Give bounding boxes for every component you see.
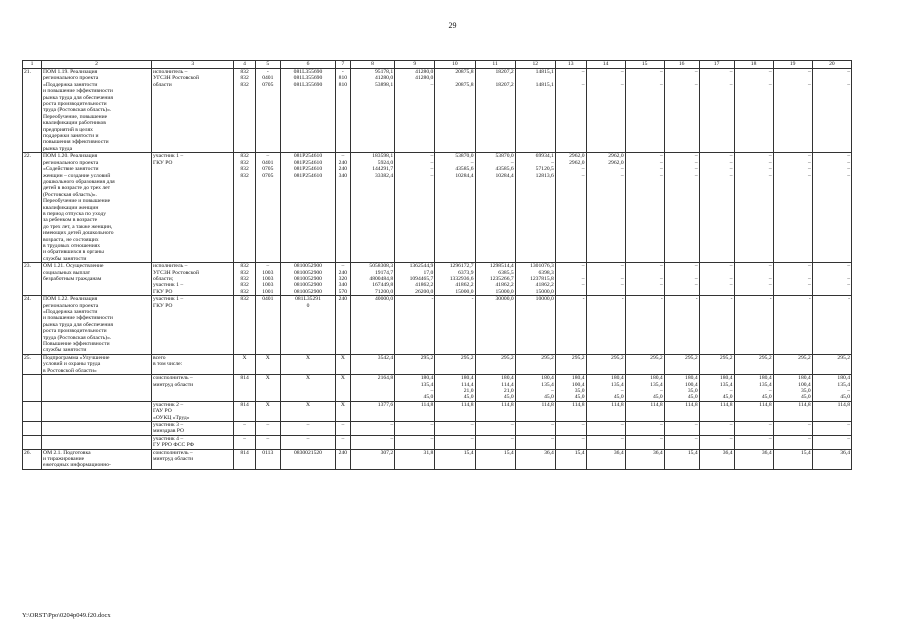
table-row — [23, 449, 852, 469]
table-cell: 53870,0 – 43585,6 10284,4 — [475, 153, 515, 263]
table-cell: 114,8 — [734, 401, 773, 421]
table-cell: – – — [699, 69, 734, 153]
table-cell: 814 — [234, 375, 255, 402]
table-cell: – – — [812, 69, 851, 153]
table-cell: – — [625, 421, 664, 435]
table-cell — [23, 435, 42, 449]
table-cell: 180,4 114,4 21,0 45,0 — [475, 375, 515, 402]
table-cell: – – — [734, 69, 773, 153]
header-cell: 15 — [625, 61, 664, 69]
table-cell: – – – – — [699, 153, 734, 263]
table-cell: ПОМ 1.22. Реализация регионального проекта «Поддержка занятости и повышение эффективности рынка труда для обеспечения роста производительности труда (Ростовская область)». Повышение эффективности службы занятости — [42, 296, 152, 355]
header-cell: 4 — [234, 61, 255, 69]
table-cell: участник 3 – минздрав РО — [152, 421, 234, 435]
header-cell: 14 — [586, 61, 625, 69]
table-cell: – — [475, 435, 515, 449]
table-cell — [42, 435, 152, 449]
table-cell: 15,4 — [664, 449, 699, 469]
table-cell: – — [475, 421, 515, 435]
table-cell: – — [773, 435, 812, 449]
table-cell: – — [734, 421, 773, 435]
table-cell: 23. — [23, 263, 42, 296]
table-cell: – – — [664, 69, 699, 153]
table-cell: 114,8 — [395, 401, 435, 421]
table-cell: - — [812, 296, 851, 355]
table-cell: – — [435, 421, 475, 435]
table-cell: всего в том числе: — [152, 354, 234, 374]
table-cell: – — [395, 435, 435, 449]
table-cell: ПОМ 1.19. Реализация регионального проекта «Поддержка занятости и повышение эффективности рынка труда для обеспечения роста производительности труда (Ростовская область)». Переобучение, повышение квалификации работников предприятий в целях поддержки занятости и повышения эффективности рынка труда — [42, 69, 152, 153]
table-cell: – — [773, 421, 812, 435]
table-cell: – – – — [734, 263, 773, 296]
table-cell: – — [335, 421, 350, 435]
table-cell: – — [395, 421, 435, 435]
table-cell: 15,4 — [475, 449, 515, 469]
table-cell: - 0401 0705 — [255, 69, 280, 153]
table-cell: – – – — [699, 263, 734, 296]
table-cell: 41280,0 41280,0 – — [395, 69, 435, 153]
table-cell: – — [586, 421, 625, 435]
header-cell: 2 — [42, 61, 152, 69]
table-cell: 1301076,3 6398,3 1237815,8 41862,2 15000,0 — [515, 263, 555, 296]
table-cell: 1298514,4 6385,5 1235266,7 41862,2 15000,0 — [475, 263, 515, 296]
table-cell: 0810052900 0810052900 0810052900 0810052900 0810052900 — [280, 263, 335, 296]
table-cell: 240 — [335, 296, 350, 355]
table-row — [23, 69, 852, 153]
table-cell: – – — [586, 69, 625, 153]
footer-file-path: Y:\ORST\Ppo\0204p049.f20.docx — [22, 612, 111, 619]
table-cell: – — [255, 421, 280, 435]
budget-table — [22, 60, 852, 470]
table-cell: 114,8 — [515, 401, 555, 421]
table-cell: – 240 320 340 570 — [335, 263, 350, 296]
header-row — [23, 61, 852, 69]
table-cell: 081P254610 081P254610 081P254610 081P254610 — [280, 153, 335, 263]
table-cell: 22. — [23, 153, 42, 263]
table-cell: X — [255, 401, 280, 421]
table-cell: – – – — [664, 263, 699, 296]
table-cell: 240 — [335, 449, 350, 469]
table-cell: X — [335, 401, 350, 421]
table-cell: – — [234, 435, 255, 449]
header-cell: 7 — [335, 61, 350, 69]
table-cell: 295,2 — [475, 354, 515, 374]
header-cell: 16 — [664, 61, 699, 69]
table-cell: - — [699, 296, 734, 355]
table-cell: – – — [625, 69, 664, 153]
table-cell: - — [395, 296, 435, 355]
table-cell: 15,4 — [435, 449, 475, 469]
table-cell: 15,4 — [555, 449, 586, 469]
table-cell: ОМ 1.21. Осуществление социальных выплат безработным гражданам — [42, 263, 152, 296]
table-cell: 307,2 — [350, 449, 394, 469]
header-cell: 8 — [350, 61, 394, 69]
table-cell: 832 — [234, 296, 255, 355]
table-cell: - — [734, 296, 773, 355]
table-cell: – — [734, 435, 773, 449]
table-cell: ОМ 2.1. Подготовка и тиражирование ежегодных информационно- — [42, 449, 152, 469]
table-cell: 31,8 — [395, 449, 435, 469]
table-cell: - — [773, 296, 812, 355]
table-cell: – — [515, 435, 555, 449]
table-cell: - 810 810 — [335, 69, 350, 153]
table-cell: 114,8 — [435, 401, 475, 421]
table-cell: – — [435, 435, 475, 449]
table-cell: 295,2 — [555, 354, 586, 374]
table-cell: – – – – — [773, 153, 812, 263]
table-cell: 0401 — [255, 296, 280, 355]
table-cell — [23, 401, 42, 421]
table-cell: исполнитель – УГСЗН Ростовской области — [152, 69, 234, 153]
table-cell: 26. — [23, 449, 42, 469]
table-cell: 30000,0 — [475, 296, 515, 355]
header-cell: 11 — [475, 61, 515, 69]
table-cell: – – – – — [812, 153, 851, 263]
table-cell: 25. — [23, 354, 42, 374]
table-cell: 114,8 — [773, 401, 812, 421]
table-cell: X — [255, 354, 280, 374]
table-cell — [42, 421, 152, 435]
table-row — [23, 375, 852, 402]
header-cell: 12 — [515, 61, 555, 69]
table-cell: 114,8 — [699, 401, 734, 421]
table-cell: 114,8 — [812, 401, 851, 421]
table-cell: 295,2 — [734, 354, 773, 374]
table-cell: X — [335, 354, 350, 374]
table-cell: 180,4 100,4 35,0 45,0 — [664, 375, 699, 402]
table-cell: X — [280, 375, 335, 402]
table-cell: 3542,4 — [350, 354, 394, 374]
header-cell: 10 — [435, 61, 475, 69]
table-cell: 295,2 — [699, 354, 734, 374]
table-cell: – — [555, 421, 586, 435]
table-cell: 114,8 — [664, 401, 699, 421]
table-cell: 20875,8 20875,8 — [435, 69, 475, 153]
table-cell: 295,2 — [395, 354, 435, 374]
table-cell: 36,4 — [625, 449, 664, 469]
table-cell: 24. — [23, 296, 42, 355]
table-cell: – – – — [812, 263, 851, 296]
table-cell: – — [812, 435, 851, 449]
table-cell: – – – – — [664, 153, 699, 263]
table-cell: 081L35291 0 — [280, 296, 335, 355]
table-cell: 295,2 — [625, 354, 664, 374]
table-cell: 95178,1 41280,0 53898,1 — [350, 69, 394, 153]
table-cell: исполнитель – УГСЗН Ростовской области; участник 1 – ГКУ РО — [152, 263, 234, 296]
table-cell: 180,4 135,4 – 45,0 — [812, 375, 851, 402]
table-cell: 14815,1 14815,1 — [515, 69, 555, 153]
table-cell: – – — [773, 69, 812, 153]
table-cell: 0830021520 — [280, 449, 335, 469]
table-cell: 5058308,3 19174,7 4800484,8 167449,8 71200,0 — [350, 263, 394, 296]
table-cell: 295,2 — [435, 354, 475, 374]
table-cell: X — [335, 375, 350, 402]
table-cell — [23, 375, 42, 402]
table-cell: 180,4 135,4 – 45,0 — [395, 375, 435, 402]
table-cell: 114,8 — [475, 401, 515, 421]
table-cell: – — [699, 421, 734, 435]
table-cell: 2962,0 2962,0 – – — [555, 153, 586, 263]
table-cell: 081L355690 081L355690 081L355690 — [280, 69, 335, 153]
table-cell: 114,8 — [555, 401, 586, 421]
table-cell: 36,4 — [734, 449, 773, 469]
header-cell: 19 — [773, 61, 812, 69]
table-cell: 0113 — [255, 449, 280, 469]
table-cell: участник 1 – ГКУ РО — [152, 296, 234, 355]
table-cell: – – – — [773, 263, 812, 296]
table-cell: – – – – — [625, 153, 664, 263]
table-cell: 295,2 — [586, 354, 625, 374]
table-cell: – — [664, 435, 699, 449]
table-cell: 114,8 — [625, 401, 664, 421]
table-cell: 36,4 — [586, 449, 625, 469]
table-row — [23, 153, 852, 263]
header-cell: 3 — [152, 61, 234, 69]
table-cell: 18207,2 18207,2 — [475, 69, 515, 153]
table-cell: участник 1 – ГКУ РО — [152, 153, 234, 263]
table-cell: Подпрограмма «Улучшение условий и охраны труда в Ростовской области» — [42, 354, 152, 374]
table-cell: – – – — [555, 263, 586, 296]
header-cell: 20 — [812, 61, 851, 69]
table-cell: 2962,0 2962,0 – – — [586, 153, 625, 263]
table-cell: 180,4 135,4 – 45,0 — [734, 375, 773, 402]
table-cell: соисполнитель – минтруд области — [152, 375, 234, 402]
table-cell: 69934,1 – 57120,5 12813,6 — [515, 153, 555, 263]
table-cell: 2164,8 — [350, 375, 394, 402]
table-cell: 10000,0 — [515, 296, 555, 355]
table-cell: 180,4 135,4 – 45,0 — [586, 375, 625, 402]
table-cell: 832 832 832 832 — [234, 153, 255, 263]
table-cell: 180,4 114,4 21,0 45,0 — [435, 375, 475, 402]
table-cell: – — [255, 435, 280, 449]
table-cell: 1362544,9 17,0 1094465,7 41862,2 26200,0 — [395, 263, 435, 296]
table-cell: 832 832 832 — [234, 69, 255, 153]
table-cell: 36,4 — [515, 449, 555, 469]
table-cell: X — [280, 354, 335, 374]
table-cell: 53870,0 – 43585,6 10284,4 — [435, 153, 475, 263]
table-cell: X — [234, 354, 255, 374]
table-cell: 36,4 — [812, 449, 851, 469]
table-cell: – — [350, 435, 394, 449]
table-cell — [42, 401, 152, 421]
header-cell: 9 — [395, 61, 435, 69]
table-cell: 295,2 — [664, 354, 699, 374]
table-cell: 183598,1 5924,0 144291,7 33382,4 — [350, 153, 394, 263]
table-cell: соисполнитель – минтруд области — [152, 449, 234, 469]
table-cell: – 0401 0705 0705 — [255, 153, 280, 263]
table-cell: 295,2 — [515, 354, 555, 374]
table-cell: – — [234, 421, 255, 435]
table-cell: – — [555, 435, 586, 449]
table-cell: 295,2 — [812, 354, 851, 374]
table-cell: – — [625, 435, 664, 449]
table-cell: – — [335, 435, 350, 449]
table-cell — [23, 421, 42, 435]
table-cell: 180,4 100,4 35,0 45,0 — [773, 375, 812, 402]
header-cell: 1 — [23, 61, 42, 69]
table-cell: - — [555, 296, 586, 355]
table-cell — [42, 375, 152, 402]
table-row — [23, 435, 852, 449]
table-cell: – — [664, 421, 699, 435]
table-cell: 1377,6 — [350, 401, 394, 421]
header-cell: 13 — [555, 61, 586, 69]
table-cell: – — [515, 421, 555, 435]
header-cell: 18 — [734, 61, 773, 69]
table-cell: 180,4 135,4 – 45,0 — [515, 375, 555, 402]
table-cell: участник 4 – ГУ РРО ФСС РФ — [152, 435, 234, 449]
table-cell: – — [586, 435, 625, 449]
table-cell: 36,4 — [699, 449, 734, 469]
table-cell: 180,4 135,4 – 45,0 — [699, 375, 734, 402]
table-cell: – — [350, 421, 394, 435]
table-row — [23, 421, 852, 435]
table-cell: 1296172,7 6373,9 1332936,6 41862,2 15000,0 — [435, 263, 475, 296]
table-cell: 21. — [23, 69, 42, 153]
page-number: 29 — [448, 21, 457, 30]
table-cell: 180,4 100,4 35,0 45,0 — [555, 375, 586, 402]
table-cell: 295,2 — [773, 354, 812, 374]
table-cell: 832 832 832 832 832 — [234, 263, 255, 296]
table-cell: – – – — [586, 263, 625, 296]
table-cell: X — [255, 375, 280, 402]
table-cell: – – – — [625, 263, 664, 296]
table-cell: – – – – — [395, 153, 435, 263]
table-cell: - — [435, 296, 475, 355]
table-row — [23, 354, 852, 374]
header-cell: 17 — [699, 61, 734, 69]
table-row — [23, 263, 852, 296]
table-cell: ПОМ 1.20. Реализация регионального проекта «Содействие занятости женщин – создание условий дошкольного образования для детей в возрасте до трех лет (Ростовская область)». Переобучение и повышение квалификации женщин в период отпуска по уходу за ребенком в возрасте до трех лет, а также женщин, имеющих детей дошкольного возраста, не состоящих в трудовых отношениях и обратившихся в органы службы занятости — [42, 153, 152, 263]
table-cell: – — [699, 435, 734, 449]
table-cell: – – – – — [734, 153, 773, 263]
table-cell: – — [812, 421, 851, 435]
table-cell: – — [280, 435, 335, 449]
table-cell: – 1003 1003 1003 1001 — [255, 263, 280, 296]
table-cell: 15,4 — [773, 449, 812, 469]
header-cell: 6 — [280, 61, 335, 69]
table-cell: X — [280, 401, 335, 421]
table-cell: – — [280, 421, 335, 435]
table-cell: 114,8 — [586, 401, 625, 421]
table-cell: участник 2 – ГАУ РО «ОУКЦ «Труд» — [152, 401, 234, 421]
table-cell: - — [586, 296, 625, 355]
table-cell: – – — [555, 69, 586, 153]
table-row — [23, 296, 852, 355]
table-cell: 814 — [234, 401, 255, 421]
table-cell: 40000,0 — [350, 296, 394, 355]
table-cell: 180,4 135,4 – 45,0 — [625, 375, 664, 402]
header-cell: 5 — [255, 61, 280, 69]
table-cell: - — [625, 296, 664, 355]
table-cell: 814 — [234, 449, 255, 469]
table-row — [23, 401, 852, 421]
table-cell: – 240 240 340 — [335, 153, 350, 263]
table-cell: - — [664, 296, 699, 355]
